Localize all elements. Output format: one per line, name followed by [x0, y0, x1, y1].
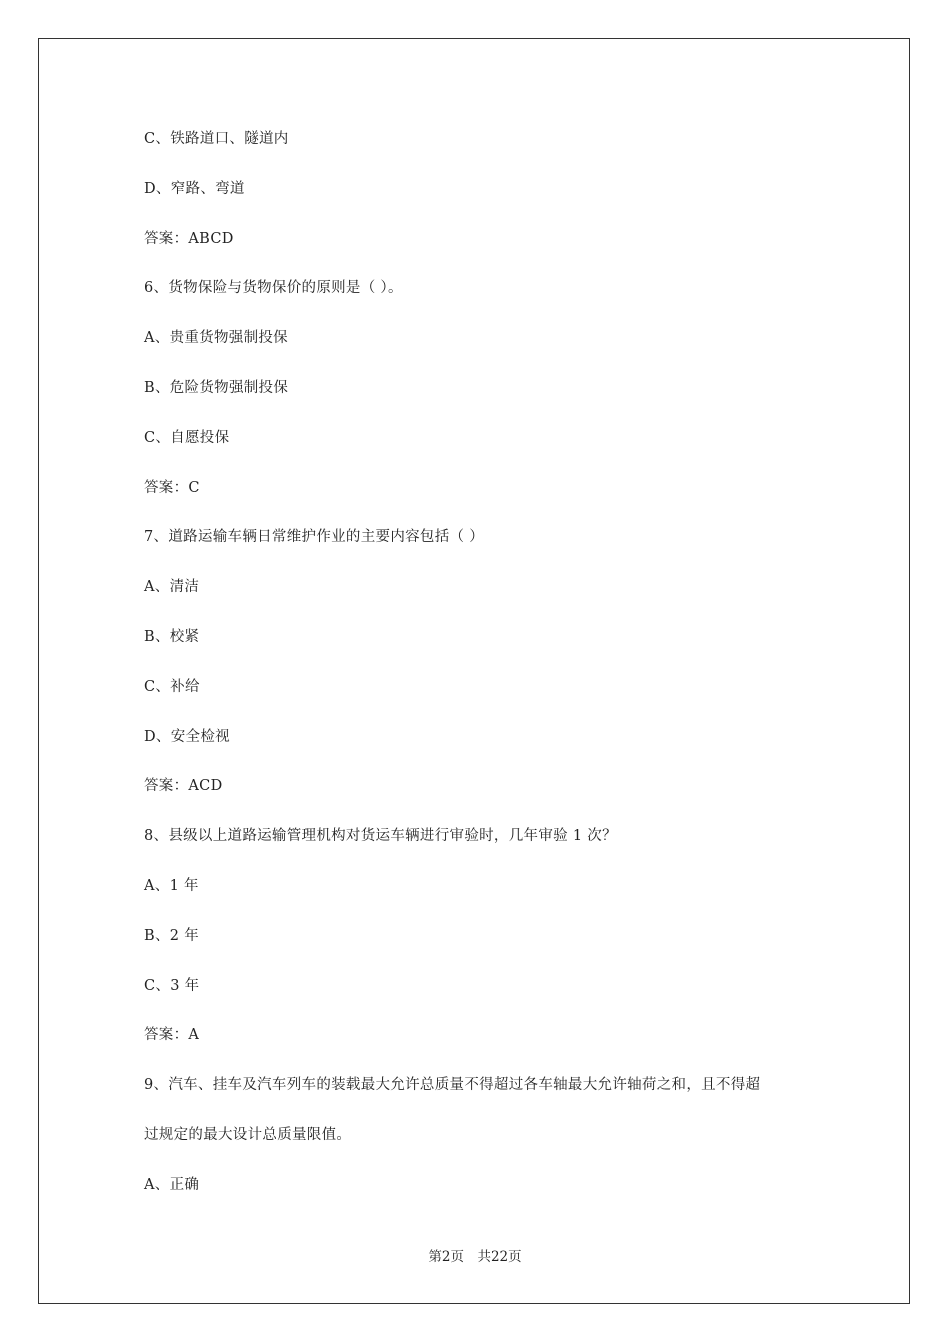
answer-q7: 答案：ACD [144, 778, 223, 795]
question-6: 6、货物保险与货物保价的原则是（ ）。 [144, 280, 403, 297]
answer-q8: 答案：A [144, 1027, 200, 1044]
option-c-q7: C、补给 [144, 678, 200, 695]
option-a-q6: A、贵重货物强制投保 [144, 330, 288, 347]
question-7: 7、道路运输车辆日常维护作业的主要内容包括（ ） [144, 529, 485, 546]
option-a-q9: A、正确 [144, 1176, 200, 1193]
answer-q5: 答案：ABCD [144, 230, 234, 247]
option-d-q7: D、安全检视 [144, 728, 230, 745]
page-footer: 第2页 共22页 [428, 1249, 522, 1265]
question-9-line-2: 过规定的最大设计总质量限值。 [144, 1126, 352, 1143]
option-b-q6: B、危险货物强制投保 [144, 379, 289, 396]
option-d-q5: D、窄路、弯道 [144, 180, 245, 197]
option-b-q7: B、校紧 [144, 628, 200, 645]
option-a-q8: A、1 年 [144, 877, 199, 894]
option-c-q6: C、自愿投保 [144, 429, 230, 446]
option-b-q8: B、2 年 [144, 927, 199, 944]
option-a-q7: A、清洁 [144, 579, 200, 596]
option-c-q8: C、3 年 [144, 977, 200, 994]
option-c-q5: C、铁路道口、隧道内 [144, 131, 289, 147]
answer-q6: 答案：C [144, 479, 200, 496]
question-8: 8、县级以上道路运输管理机构对货运车辆进行审验时，几年审验 1 次？ [144, 828, 617, 845]
question-9-line-1: 9、汽车、挂车及汽车列车的装载最大允许总质量不得超过各车轴最大允许轴荷之和，且不得超 [144, 1077, 761, 1094]
document-body [144, 124, 824, 1220]
